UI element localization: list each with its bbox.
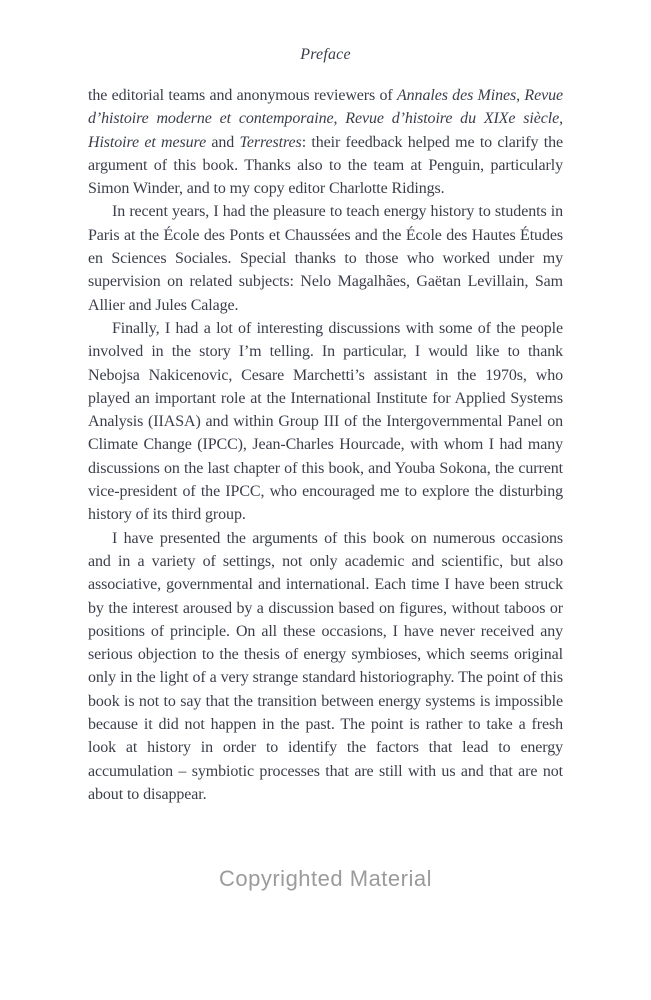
italic-text-run: Revue d’histoire moderne et contemporaine [88,87,563,128]
text-run: , [333,110,346,128]
text-run: , [516,87,525,104]
text-run: Finally, I had a lot of interesting discussions with some of the people involved in the story I’m telling. In particular, I would like to thank Nebojsa Nakicenovic, Cesare Marchetti’s assistant in the 1970s, who played an important role at the International Institute for Applied Systems Analysis (IIASA) and within Group III of the Intergovernmental Panel on Climate Change (IPCC), Jean-Charles Hourcade, with whom I had many discussions on the last chapter of this book, and Youba Sokona, the current vice-president of the IPCC, who encouraged me to explore the disturbing history of its third group. [88,319,563,524]
italic-text-run: Annales des Mines [396,87,517,104]
running-head: Preface [300,46,351,63]
paragraph [88,200,563,316]
paragraph [88,317,563,527]
italic-text-run: Revue d’histoire du XIXe siècle [345,110,560,128]
copyright-watermark: Copyrighted Material [219,866,432,891]
text-run: : their feedback helped me to clarify the argument of this book. Thanks also to the team at Penguin, particularly Simon Winder, and to my copy editor Charlotte Ridings. [88,133,564,198]
text-run: I have presented the arguments of this book on numerous occasions and in a variety of settings, not only academic and scientific, but also associative, governmental and international. Each time I have been struck by the interest aroused by a discussion based on figures, without taboos or positions of principle. On all these occasions, I have never received any serious objection to the thesis of energy symbioses, which seems original only in the light of a very strange standard historiography. The point of this book is not to say that the transition between energy systems is impossible because it did not happen in the past. The point is rather to take a fresh look at history in order to identify the factors that lead to energy accumulation – symbiotic processes that are still with us and that are not about to disappear. [88,529,563,803]
text-run: and [206,133,240,151]
italic-text-run: Histoire et mesure [88,133,207,151]
italic-text-run: Terrestres [239,133,302,151]
paragraph [88,527,563,807]
body-text [88,84,563,806]
paragraph [88,84,563,200]
text-run: , [559,110,563,128]
text-run: the editorial teams and anonymous reviewers of [88,87,397,104]
text-run: In recent years, I had the pleasure to teach energy history to students in Paris at the École des Ponts et Chaussées and the École des Hautes Études en Sciences Sociales. Special thanks to those who worked under my supervision on related subjects: Nelo Magalhães, Gaëtan Levillain, Sam Allier and Jules Calage. [88,203,563,314]
